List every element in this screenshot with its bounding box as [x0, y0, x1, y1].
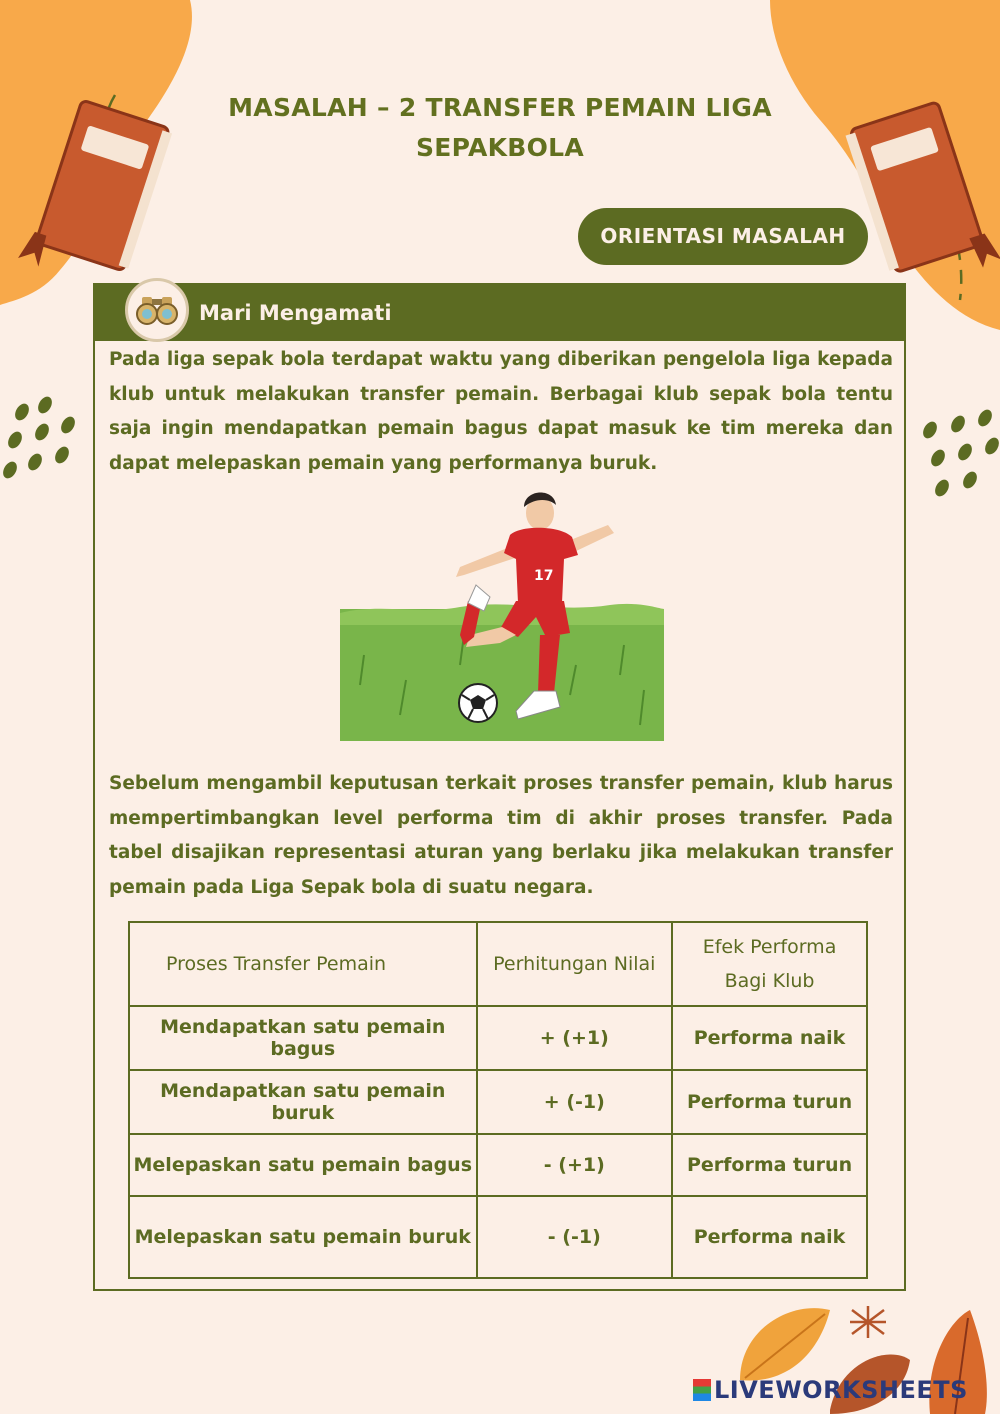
- section-header: [95, 285, 904, 341]
- paragraph-table-intro: Sebelum mengambil keputusan terkait proses transfer pemain, klub harus mempertimbangkan level performa tim di akhir proses transfer. Pada tabel disajikan representasi aturan yang berlaku jika melakukan transfer pemain pada Liga Sepak bola di suatu negara.: [109, 773, 893, 898]
- soccer-player-illustration: [340, 485, 664, 741]
- table-row: [129, 1006, 867, 1070]
- orientation-badge: ORIENTASI MASALAH: [578, 208, 868, 265]
- binoculars-icon: [125, 278, 189, 342]
- dots-left-decor: [0, 394, 77, 481]
- cell-calculation: + (-1): [477, 1070, 673, 1134]
- transfer-rules-table: [128, 921, 868, 1279]
- cell-process: Mendapatkan satu pemain buruk: [129, 1070, 477, 1134]
- table-header-row: [129, 922, 867, 1006]
- dots-right-decor: [920, 407, 1000, 499]
- header-effect-line-1: Efek Performa: [702, 936, 837, 958]
- title-line-2: SEPAKBOLA: [415, 133, 585, 162]
- section-title: Mari Mengamati: [199, 301, 392, 325]
- header-effect: [672, 922, 867, 1006]
- cell-calculation: - (-1): [477, 1196, 673, 1278]
- header-calculation: Perhitungan Nilai: [477, 922, 673, 1006]
- cell-process: Melepaskan satu pemain buruk: [129, 1196, 477, 1278]
- content-box: [93, 283, 906, 1291]
- header-process: Proses Transfer Pemain: [129, 922, 477, 1006]
- cell-effect: Performa turun: [672, 1134, 867, 1196]
- table-row: [129, 1196, 867, 1278]
- cell-effect: Performa naik: [672, 1006, 867, 1070]
- cell-effect: Performa turun: [672, 1070, 867, 1134]
- cell-process: Melepaskan satu pemain bagus: [129, 1134, 477, 1196]
- liveworksheets-logo-icon: [693, 1379, 711, 1401]
- page-title: [160, 88, 840, 168]
- cell-process: Mendapatkan satu pemain bagus: [129, 1006, 477, 1070]
- jersey-number: 17: [534, 568, 554, 584]
- watermark-text: LIVEWORKSHEETS: [714, 1376, 968, 1404]
- cell-calculation: + (+1): [477, 1006, 673, 1070]
- paragraph-intro: Pada liga sepak bola terdapat waktu yang diberikan pengelola liga kepada klub untuk melakukan transfer pemain. Berbagai klub sepak bola tentu saja ingin mendapatkan pemain bagus dapat masuk ke tim mereka dan dapat melepaskan pemain yang performanya buruk.: [109, 349, 893, 474]
- liveworksheets-watermark: [693, 1376, 968, 1404]
- cell-effect: Performa naik: [672, 1196, 867, 1278]
- table-row: [129, 1070, 867, 1134]
- header-effect-line-2: Bagi Klub: [724, 970, 815, 992]
- title-line-1: MASALAH – 2 TRANSFER PEMAIN LIGA: [228, 93, 772, 122]
- cell-calculation: - (+1): [477, 1134, 673, 1196]
- table-row: [129, 1134, 867, 1196]
